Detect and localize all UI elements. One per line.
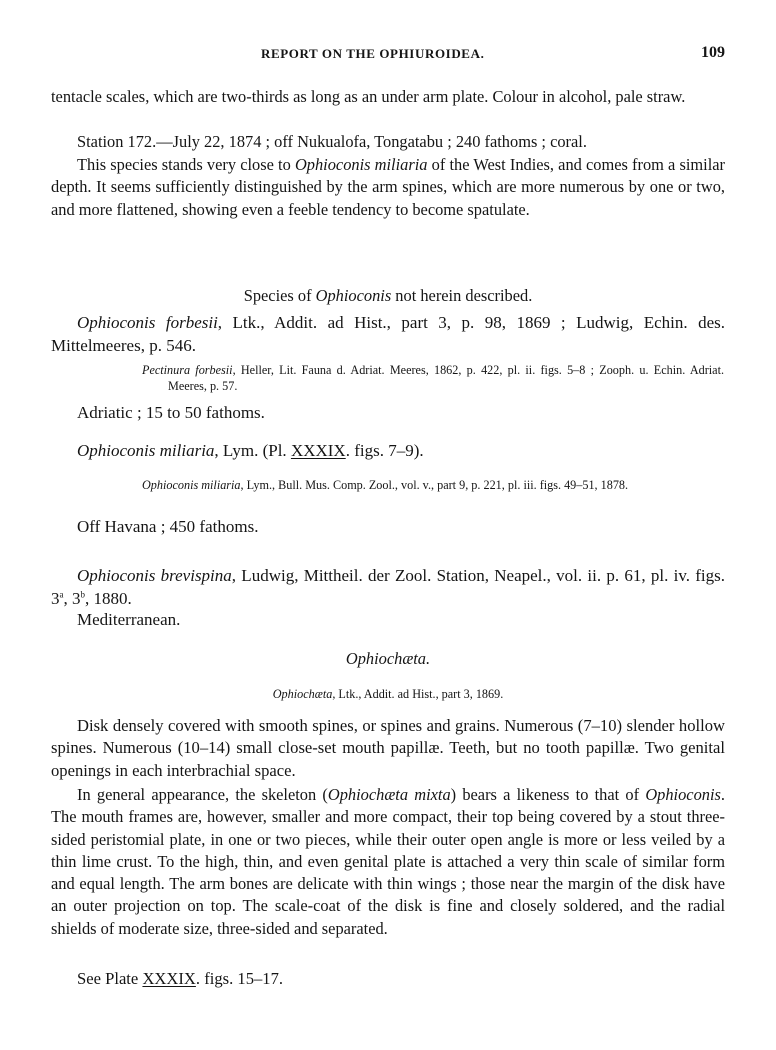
taxon-name: Ophioconis miliaria	[294, 155, 428, 174]
taxon-name: Ophioconis brevispina	[77, 566, 232, 585]
taxon-name: Ophioconis forbesii	[77, 313, 218, 332]
entry-ophioconis-forbesii: Ophioconis forbesii, Ltk., Addit. ad Hist., part 3, p. 98, 1869 ; Ludwig, Echin. des. Mittelmeeres, p. 546.	[51, 313, 725, 355]
running-header	[51, 44, 725, 66]
running-title: REPORT ON THE OPHIUROIDEA.	[261, 46, 485, 61]
taxon-name: Ophioconis miliaria	[77, 441, 215, 460]
locality-miliaria: Off Havana ; 450 fathoms.	[77, 517, 259, 536]
entry-ophioconis-miliaria: Ophioconis miliaria, Lym. (Pl. XXXIX. figs. 7–9).	[77, 441, 424, 460]
plate-reference-line: See Plate XXXIX. figs. 15–17.	[77, 969, 284, 988]
paragraph-tentacle-scales: tentacle scales, which are two-thirds as long as an under arm plate. Colour in alcohol, pale straw.	[51, 87, 686, 106]
paragraph-station: Station 172.—July 22, 1874 ; off Nukualofa, Tongatabu ; 240 fathoms ; coral.	[77, 132, 587, 151]
locality-brevispina: Mediterranean.	[77, 610, 181, 629]
paragraph-general-appearance: In general appearance, the skeleton (Ophiochæta mixta) bears a likeness to that of Ophioconis. The mouth frames are, however, smaller and more compact, their top being covered by a stout three-sided peristomial plate, in one or two pieces, while their outer open angle is more or less veiled by a thin lime crust. To the high, thin, and even genital plate is attached a very thin scale of similar form and equal length. The arm bones are delicate with thin wings ; those near the margin of the disk have an outer projection on top. The scale-coat of the disk is fine and closely soldered, and the radial shields of moderate size, three-sided and separated.	[51, 785, 725, 938]
plate-reference: XXXIX	[290, 441, 346, 460]
genus-heading: Ophiochæta.	[345, 649, 431, 668]
plate-reference: XXXIX	[142, 969, 196, 988]
locality-forbesii: Adriatic ; 15 to 50 fathoms.	[77, 403, 265, 422]
synonym-ref-forbesii: Pectinura forbesii, Heller, Lit. Fauna d. Adriat. Meeres, 1862, p. 422, pl. ii. figs. 5–8 ; Zooph. u. Echin. Adriat. Meeres, p. 57.	[142, 363, 724, 393]
synonym-ref-miliaria: Ophioconis miliaria, Lym., Bull. Mus. Comp. Zool., vol. v., part 9, p. 221, pl. iii. figs. 49–51, 1878.	[142, 478, 629, 492]
entry-ophioconis-brevispina: Ophioconis brevispina, Ludwig, Mittheil. der Zool. Station, Neapel., vol. ii. p. 61, pl. iv. figs. 3$^a$, 3$^b$, 1880.	[51, 566, 725, 608]
genus-reference: Ophiochæta, Ltk., Addit. ad Hist., part 3, 1869.	[272, 687, 504, 701]
page-number: 109	[701, 44, 725, 61]
taxon-name: Ophiochæta mixta	[327, 785, 451, 804]
paragraph-disk-description: Disk densely covered with smooth spines, or spines and grains. Numerous (7–10) slender hollow spines. Numerous (10–14) small close-set mouth papillæ. Teeth, but no tooth papillæ. Two genital openings in each interbrachial space.	[51, 716, 725, 780]
section-heading-species: Species of Ophioconis not herein described.	[243, 286, 533, 305]
paragraph-species-comparison: This species stands very close to Ophioconis miliaria of the West Indies, and comes from a similar depth. It seems sufficiently distinguished by the arm spines, which are more numerous by one or two, and more flattened, showing even a feeble tendency to become spatulate.	[51, 155, 725, 219]
taxon-name: Ophioconis	[645, 785, 721, 804]
